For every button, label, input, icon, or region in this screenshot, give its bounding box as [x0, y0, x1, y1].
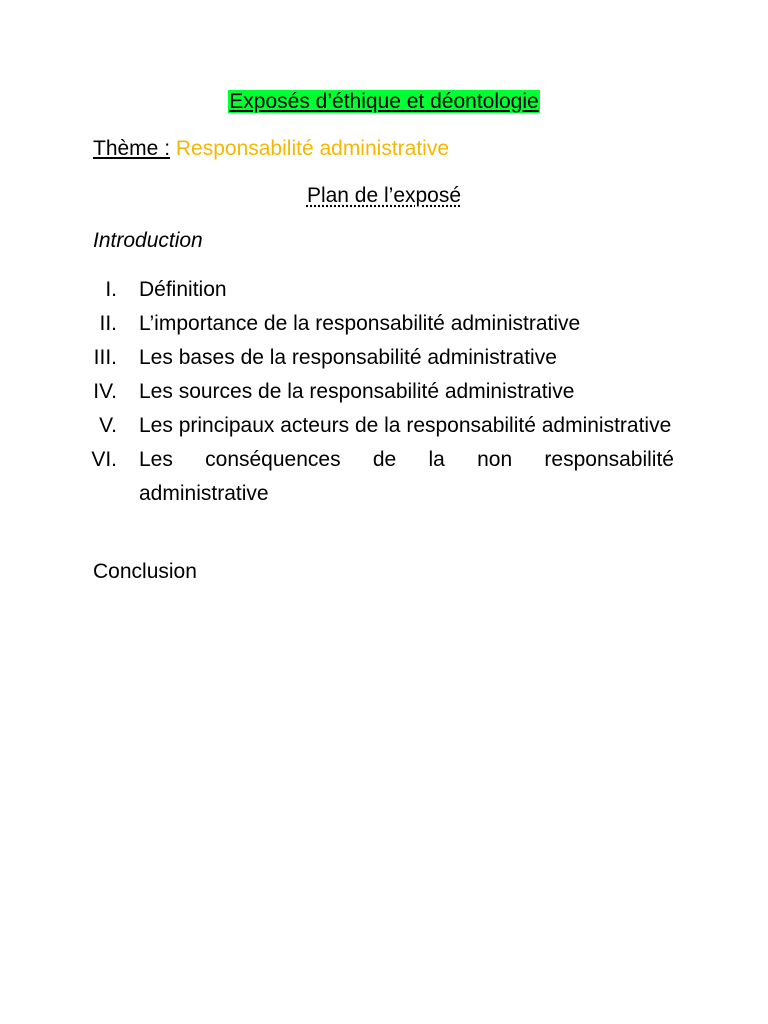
outline-item-text: L’importance de la responsabilité administrative	[139, 312, 581, 335]
outline-item-text: Définition	[139, 278, 227, 301]
outline-item-text: Les principaux acteurs de la responsabilité administrative	[139, 414, 672, 437]
outline-item-number: III.	[93, 346, 117, 369]
outline-item-number: II.	[99, 312, 117, 335]
outline-item-text: Les conséquences de la non responsabilité administrative	[139, 448, 674, 505]
outline-item-number: V.	[99, 414, 117, 437]
outline-item-text: Les sources de la responsabilité administrative	[139, 380, 575, 403]
outline-item	[0, 341, 768, 375]
outline-item	[0, 443, 768, 511]
outline-item-number: I.	[105, 278, 117, 301]
outline-item-number: IV.	[93, 380, 117, 403]
plan-title	[0, 182, 768, 210]
outline-item	[0, 409, 768, 443]
outline-item	[0, 375, 768, 409]
outline-list	[0, 273, 768, 511]
conclusion-heading: Conclusion	[93, 560, 197, 583]
document-title-text: Exposés d’éthique et déontologie	[229, 90, 539, 113]
outline-item-number: VI.	[91, 448, 117, 471]
outline-item	[0, 307, 768, 341]
plan-title-text: Plan de l’exposé	[306, 184, 462, 207]
theme-value: Responsabilité administrative	[175, 137, 450, 160]
theme-label: Thème :	[93, 137, 171, 160]
document-title	[0, 88, 768, 116]
theme-line	[93, 135, 449, 163]
outline-item-text: Les bases de la responsabilité administrative	[139, 346, 557, 369]
introduction-heading: Introduction	[93, 229, 203, 252]
outline-item	[0, 273, 768, 307]
